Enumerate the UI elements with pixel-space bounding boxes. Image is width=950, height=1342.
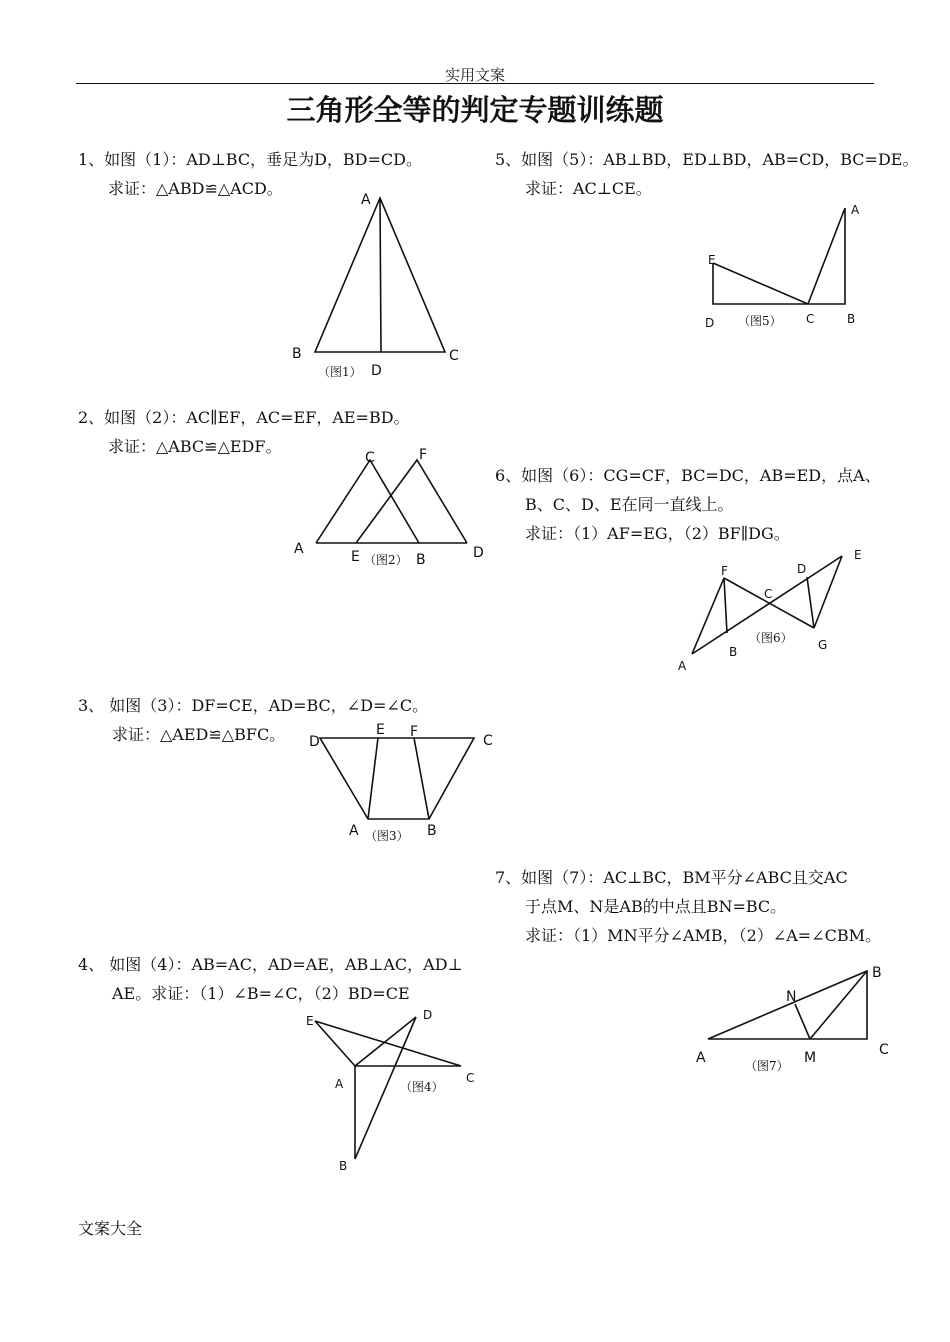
fig3-label-c: C	[483, 733, 493, 749]
fig2-label-f: F	[419, 447, 428, 463]
fig1-label-a: A	[361, 192, 371, 208]
problem-7-line-2: 于点M、N是AB的中点且BN=BC。	[525, 897, 787, 916]
fig7-label-c: C	[879, 1042, 889, 1058]
fig4-label-d: D	[423, 1008, 433, 1022]
fig7-label-n: N	[786, 989, 797, 1005]
fig2-label-d: D	[473, 545, 484, 561]
fig6-label-b: B	[729, 645, 738, 659]
fig6-label-e: E	[854, 548, 862, 562]
problem-4-line-2: AE。求证：（1）∠B=∠C，（2）BD=CE	[112, 984, 410, 1003]
problem-5-line-1: 5、如图（5）：AB⊥BD，ED⊥BD，AB=CD，BC=DE。	[495, 150, 919, 169]
fig6-label-f: F	[721, 564, 728, 578]
fig7-label-m: M	[804, 1050, 817, 1066]
fig3-label-b: B	[427, 823, 437, 839]
fig4-label-c: C	[466, 1071, 475, 1085]
problem-1-line-1: 1、如图（1）：AD⊥BC，垂足为D，BD=CD。	[78, 150, 422, 169]
fig5-caption: （图5）	[738, 314, 782, 328]
fig6-label-a: A	[678, 659, 687, 673]
fig1-caption: （图1）	[318, 365, 362, 379]
fig1-label-d: D	[371, 363, 382, 379]
problem-2-line-1: 2、如图（2）：AC∥EF，AC=EF，AE=BD。	[78, 408, 410, 427]
fig7-triangle-acb	[708, 971, 867, 1039]
fig6-label-d: D	[797, 562, 807, 576]
fig3-caption: （图3）	[365, 829, 409, 843]
fig1-label-c: C	[449, 348, 459, 364]
fig5-label-e: E	[708, 253, 716, 267]
page-header: 实用文案	[444, 66, 505, 84]
problem-5-line-2: 求证：AC⊥CE。	[525, 179, 652, 198]
fig5-label-b: B	[847, 312, 856, 326]
fig2-label-a: A	[294, 541, 304, 557]
page-footer: 文案大全	[78, 1219, 143, 1238]
page-title: 三角形全等的判定专题训练题	[286, 93, 664, 127]
fig6-label-c: C	[764, 587, 773, 601]
problem-2-line-2: 求证：△ABC≌△EDF。	[108, 437, 282, 456]
fig7-segment-mb	[810, 971, 867, 1039]
fig3-label-d: D	[309, 734, 320, 750]
problem-4-line-1: 4、 如图（4）：AB=AC，AD=AE，AB⊥AC，AD⊥	[78, 955, 463, 974]
fig2-label-e: E	[351, 549, 360, 565]
problem-3-line-2: 求证：△AED≌△BFC。	[112, 725, 286, 744]
fig3-label-a: A	[349, 823, 359, 839]
fig4-label-e: E	[306, 1014, 314, 1028]
fig2-caption: （图2）	[364, 553, 408, 567]
fig7-label-b: B	[872, 965, 882, 981]
fig2-label-b: B	[416, 552, 426, 568]
fig5-label-a: A	[851, 203, 860, 217]
fig3-label-e: E	[376, 722, 385, 738]
fig6-caption: （图6）	[749, 631, 793, 645]
fig4-caption: （图4）	[400, 1080, 444, 1094]
fig1-label-b: B	[292, 346, 302, 362]
fig7-label-a: A	[696, 1050, 706, 1066]
fig4-label-a: A	[335, 1077, 344, 1091]
problem-6-line-2: B、C、D、E在同一直线上。	[525, 495, 734, 514]
problem-6-line-1: 6、如图（6）：CG=CF，BC=DC，AB=ED，点A、	[495, 466, 881, 485]
fig2-label-c: C	[365, 450, 375, 466]
fig3-label-f: F	[410, 724, 419, 740]
fig6-label-g: G	[818, 638, 828, 652]
problem-7-line-3: 求证：（1）MN平分∠AMB，（2）∠A=∠CBM。	[525, 926, 882, 945]
problem-1-line-2: 求证：△ABD≌△ACD。	[108, 179, 283, 198]
fig7-segment-nm	[795, 1004, 810, 1039]
problem-6-line-3: 求证：（1）AF=EG，（2）BF∥DG。	[525, 524, 790, 543]
fig5-label-c: C	[806, 312, 815, 326]
fig4-label-b: B	[339, 1159, 348, 1173]
fig7-caption: （图7）	[745, 1059, 789, 1073]
problem-7-line-1: 7、如图（7）：AC⊥BC，BM平分∠ABC且交AC	[495, 868, 848, 887]
problem-3-line-1: 3、 如图（3）：DF=CE，AD=BC，∠D=∠C。	[78, 696, 429, 715]
fig5-label-d: D	[705, 316, 715, 330]
